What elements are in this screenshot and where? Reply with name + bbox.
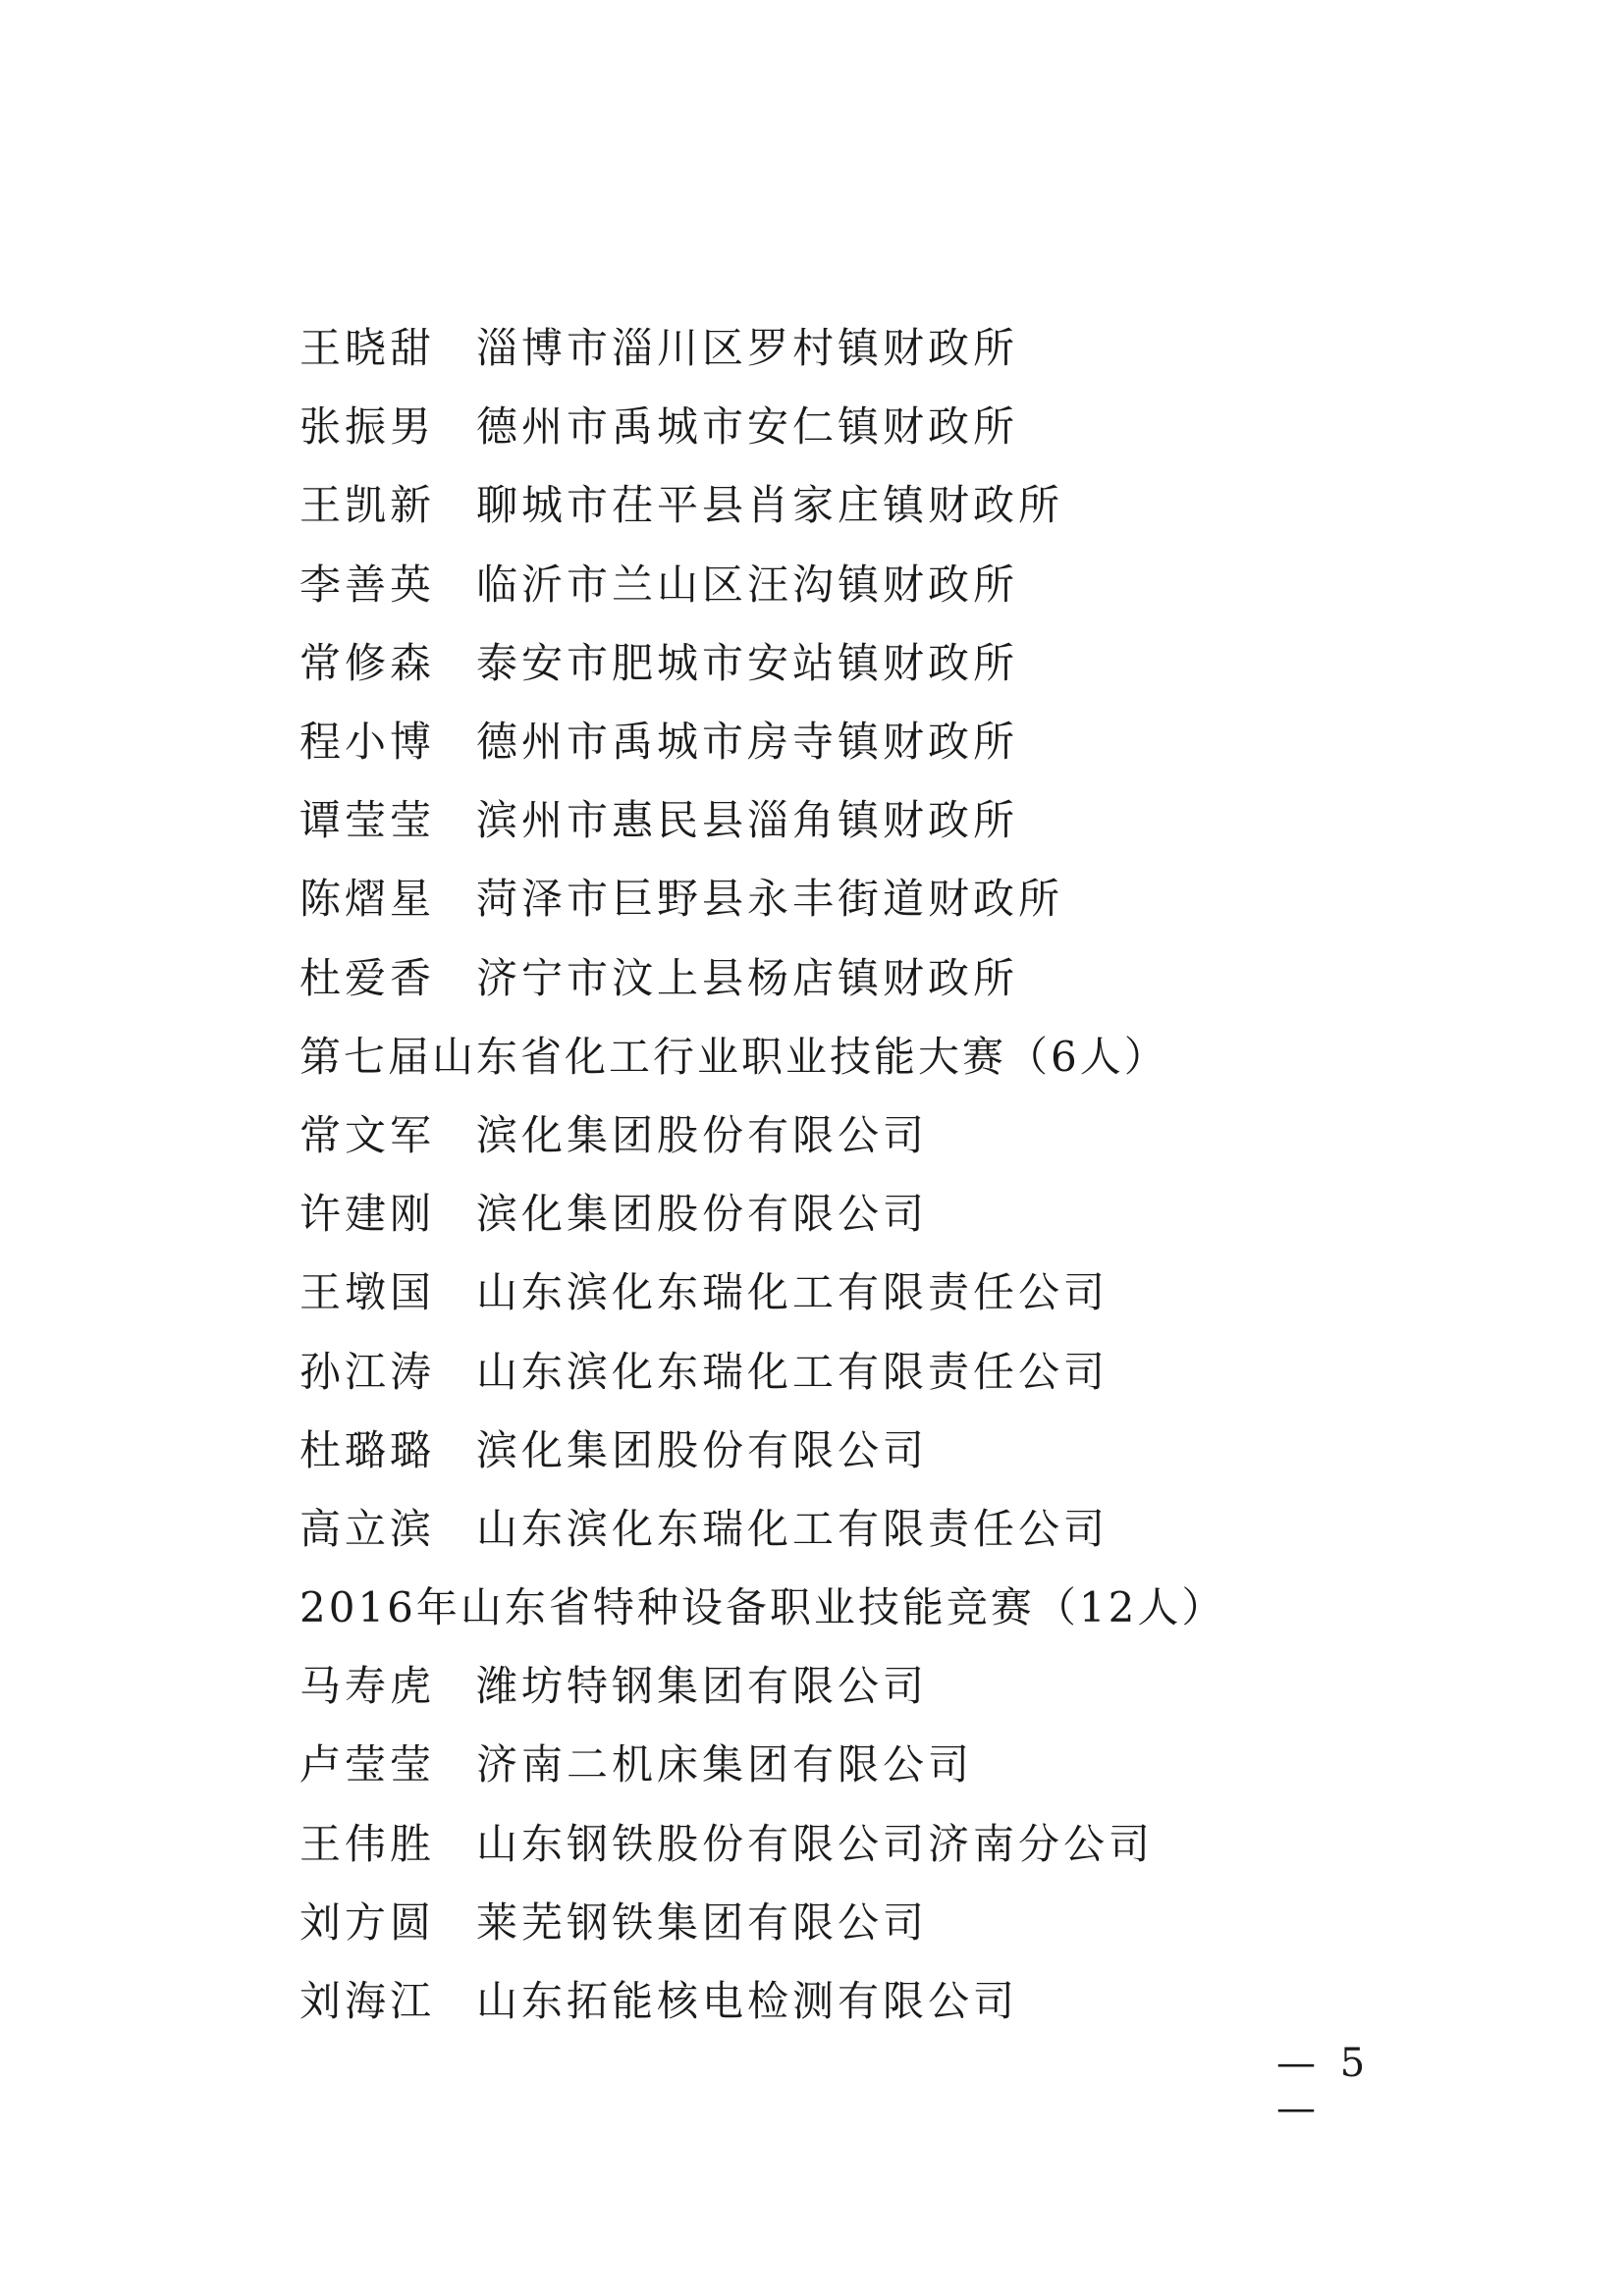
organization-name: 聊城市茌平县肖家庄镇财政所 bbox=[476, 481, 1064, 530]
section-heading: 第七届山东省化工行业职业技能大赛（6人） bbox=[299, 1032, 1168, 1081]
organization-name: 临沂市兰山区汪沟镇财政所 bbox=[476, 560, 1019, 609]
list-item bbox=[299, 1409, 1478, 1487]
list-item bbox=[299, 1251, 1478, 1329]
person-name: 张振男 bbox=[299, 402, 436, 452]
list-item bbox=[299, 778, 1478, 857]
person-name: 李善英 bbox=[299, 560, 436, 609]
organization-name: 淄博市淄川区罗村镇财政所 bbox=[476, 324, 1019, 373]
person-name: 马寿虎 bbox=[299, 1662, 436, 1711]
list-item bbox=[299, 385, 1478, 463]
organization-name: 德州市禹城市房寺镇财政所 bbox=[476, 718, 1019, 767]
organization-name: 滨化集团股份有限公司 bbox=[476, 1425, 929, 1474]
organization-name: 滨州市惠民县淄角镇财政所 bbox=[476, 796, 1019, 845]
list-item bbox=[299, 1723, 1478, 1801]
organization-name: 泰安市肥城市安站镇财政所 bbox=[476, 638, 1019, 687]
person-name: 杜爱香 bbox=[299, 953, 436, 1002]
list-item bbox=[299, 1172, 1478, 1251]
list-item bbox=[299, 1094, 1478, 1172]
person-name: 高立滨 bbox=[299, 1504, 436, 1553]
list-item bbox=[299, 700, 1478, 778]
section-heading: 2016年山东省特种设备职业技能竞赛（12人） bbox=[299, 1583, 1226, 1632]
list-item bbox=[299, 1959, 1478, 2038]
person-name: 许建刚 bbox=[299, 1190, 436, 1239]
list-item bbox=[299, 543, 1478, 621]
person-name: 卢莹莹 bbox=[299, 1740, 436, 1789]
organization-name: 滨化集团股份有限公司 bbox=[476, 1190, 929, 1239]
organization-name: 山东滨化东瑞化工有限责任公司 bbox=[476, 1347, 1110, 1396]
list-item bbox=[299, 621, 1478, 700]
organization-name: 山东滨化东瑞化工有限责任公司 bbox=[476, 1268, 1110, 1317]
person-name: 王墩国 bbox=[299, 1268, 436, 1317]
person-name: 王凯新 bbox=[299, 481, 436, 530]
page-number: — 5 — bbox=[1276, 2041, 1372, 2131]
person-name: 程小博 bbox=[299, 718, 436, 767]
list-item bbox=[299, 1329, 1478, 1408]
list-item bbox=[299, 1802, 1478, 1881]
organization-name: 山东钢铁股份有限公司济南分公司 bbox=[476, 1819, 1155, 1868]
organization-name: 济宁市汶上县杨店镇财政所 bbox=[476, 953, 1019, 1002]
person-name: 陈熠星 bbox=[299, 875, 436, 924]
person-name: 常修森 bbox=[299, 638, 436, 687]
person-name: 刘海江 bbox=[299, 1977, 436, 2026]
person-name: 王伟胜 bbox=[299, 1819, 436, 1868]
person-name: 杜璐璐 bbox=[299, 1425, 436, 1474]
person-name: 常文军 bbox=[299, 1110, 436, 1159]
name-list bbox=[299, 306, 1478, 2038]
organization-name: 潍坊特钢集团有限公司 bbox=[476, 1662, 929, 1711]
list-item bbox=[299, 1487, 1478, 1566]
organization-name: 菏泽市巨野县永丰街道财政所 bbox=[476, 875, 1064, 924]
organization-name: 莱芜钢铁集团有限公司 bbox=[476, 1897, 929, 1947]
list-item bbox=[299, 1881, 1478, 1959]
organization-name: 滨化集团股份有限公司 bbox=[476, 1110, 929, 1159]
organization-name: 济南二机床集团有限公司 bbox=[476, 1740, 974, 1789]
organization-name: 山东滨化东瑞化工有限责任公司 bbox=[476, 1504, 1110, 1553]
person-name: 谭莹莹 bbox=[299, 796, 436, 845]
list-item bbox=[299, 1644, 1478, 1723]
person-name: 刘方圆 bbox=[299, 1897, 436, 1947]
list-item bbox=[299, 936, 1478, 1015]
list-item bbox=[299, 857, 1478, 935]
organization-name: 德州市禹城市安仁镇财政所 bbox=[476, 402, 1019, 452]
list-item bbox=[299, 463, 1478, 542]
organization-name: 山东拓能核电检测有限公司 bbox=[476, 1977, 1019, 2026]
person-name: 孙江涛 bbox=[299, 1347, 436, 1396]
list-item bbox=[299, 306, 1478, 385]
person-name: 王晓甜 bbox=[299, 324, 436, 373]
